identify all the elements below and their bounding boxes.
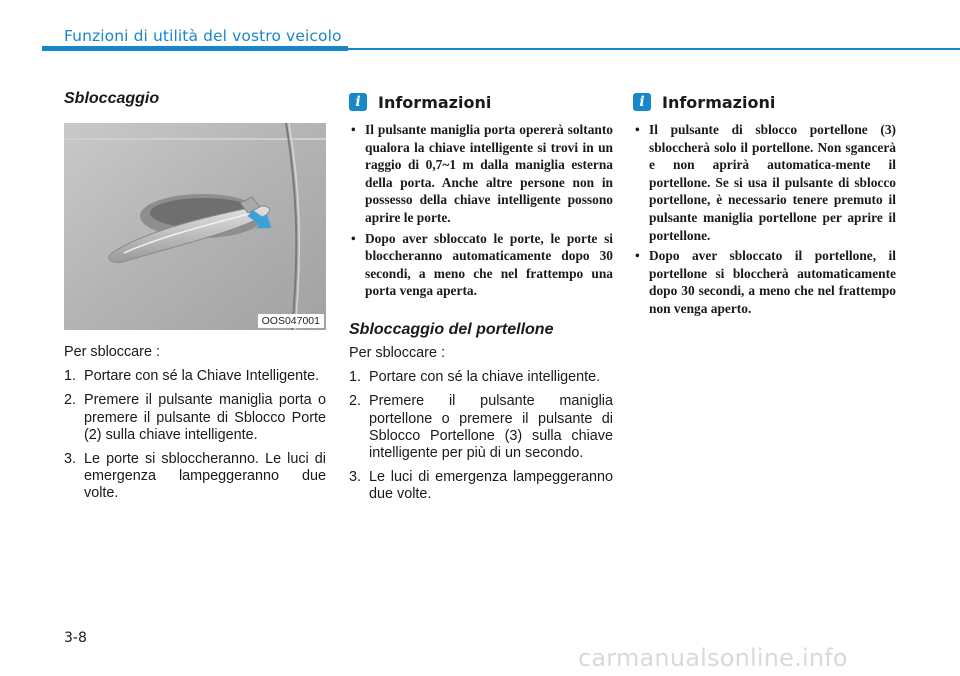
chapter-title: Funzioni di utilità del vostro veicolo [64, 27, 342, 45]
section-title-portellone: Sbloccaggio del portellone [349, 320, 554, 338]
info-box-door [349, 90, 613, 300]
list-item [349, 369, 613, 386]
info-header [349, 90, 613, 114]
info-icon: i [349, 93, 367, 111]
step-number: 3. [349, 469, 362, 486]
info-title: Informazioni [378, 92, 492, 112]
instructions-intro: Per sbloccare : [64, 344, 160, 360]
list-item [64, 392, 326, 444]
step-number: 3. [64, 451, 77, 468]
list-item [64, 368, 326, 385]
list-item: • Dopo aver sbloccato le porte, le porte si bloccheranno automaticamente dopo 30 secondi, a meno che nel frattempo una porta venga aperta. [349, 230, 613, 300]
step-text: Premere il pulsante maniglia porta o premere il pulsante di Sblocco Porte (2) sulla chiave intelligente. [84, 392, 326, 443]
info-icon: i [633, 93, 651, 111]
instructions-unlock-tailgate [349, 345, 613, 504]
column-left [64, 90, 326, 503]
info-bullets [633, 121, 896, 318]
door-handle-photo [64, 123, 326, 330]
step-text: Le luci di emergenza lampeggeranno due volte. [369, 469, 613, 503]
page-number: 3-8 [64, 630, 87, 646]
watermark: carmanualsonline.info [578, 644, 848, 672]
steps-list [64, 368, 326, 502]
step-text: Portare con sé la Chiave Intelligente. [84, 368, 320, 385]
info-header [633, 90, 896, 114]
instructions-intro: Per sbloccare : [349, 344, 445, 361]
info-box-tailgate [633, 90, 896, 318]
step-text: Premere il pulsante maniglia portellone o premere il pulsante di Sblocco Portellone (3) sulla chiave intelligente per più di un secondo. [369, 393, 613, 461]
list-item [349, 469, 613, 503]
steps-list [349, 369, 613, 503]
column-right [633, 90, 896, 321]
instructions-unlock-doors [64, 344, 326, 503]
step-number: 1. [349, 369, 362, 386]
figure-code: OOS047001 [258, 314, 324, 328]
list-item: • Dopo aver sbloccato il portellone, il portellone si bloccherà automaticamente dopo 30 secondi, a meno che nel frattempo non venga aperto. [633, 247, 896, 317]
step-text: Portare con sé la chiave intelligente. [369, 369, 601, 386]
step-number: 1. [64, 368, 77, 385]
list-item: • Il pulsante maniglia porta opererà soltanto qualora la chiave intelligente si trovi in un raggio di 0,7~1 m dalla maniglia esterna della porta. Anche altre persone non in possesso della chiave intelligente possono aprire le porte. [349, 121, 613, 227]
header-divider-thick [42, 46, 348, 51]
header-divider-thin [348, 48, 960, 50]
list-item: • Il pulsante di sblocco portellone (3) sbloccherà solo il portellone. Non sgancerà e non aprirà automatica-mente il portellone. Se si usa il pulsante di sblocco portellone, è necessario tenere premuto il pulsante maniglia portellone per aprire il portellone. [633, 121, 896, 244]
list-item [349, 393, 613, 462]
step-number: 2. [64, 392, 77, 409]
info-title: Informazioni [662, 92, 776, 112]
list-item [64, 451, 326, 503]
door-handle-illustration [64, 123, 326, 330]
column-middle [349, 90, 613, 504]
info-bullets [349, 121, 613, 300]
step-number: 2. [349, 393, 362, 410]
step-text: Le porte si sbloccheranno. Le luci di emergenza lampeggeranno due volte. [84, 451, 326, 502]
section-title-sbloccaggio: Sbloccaggio [64, 90, 160, 107]
